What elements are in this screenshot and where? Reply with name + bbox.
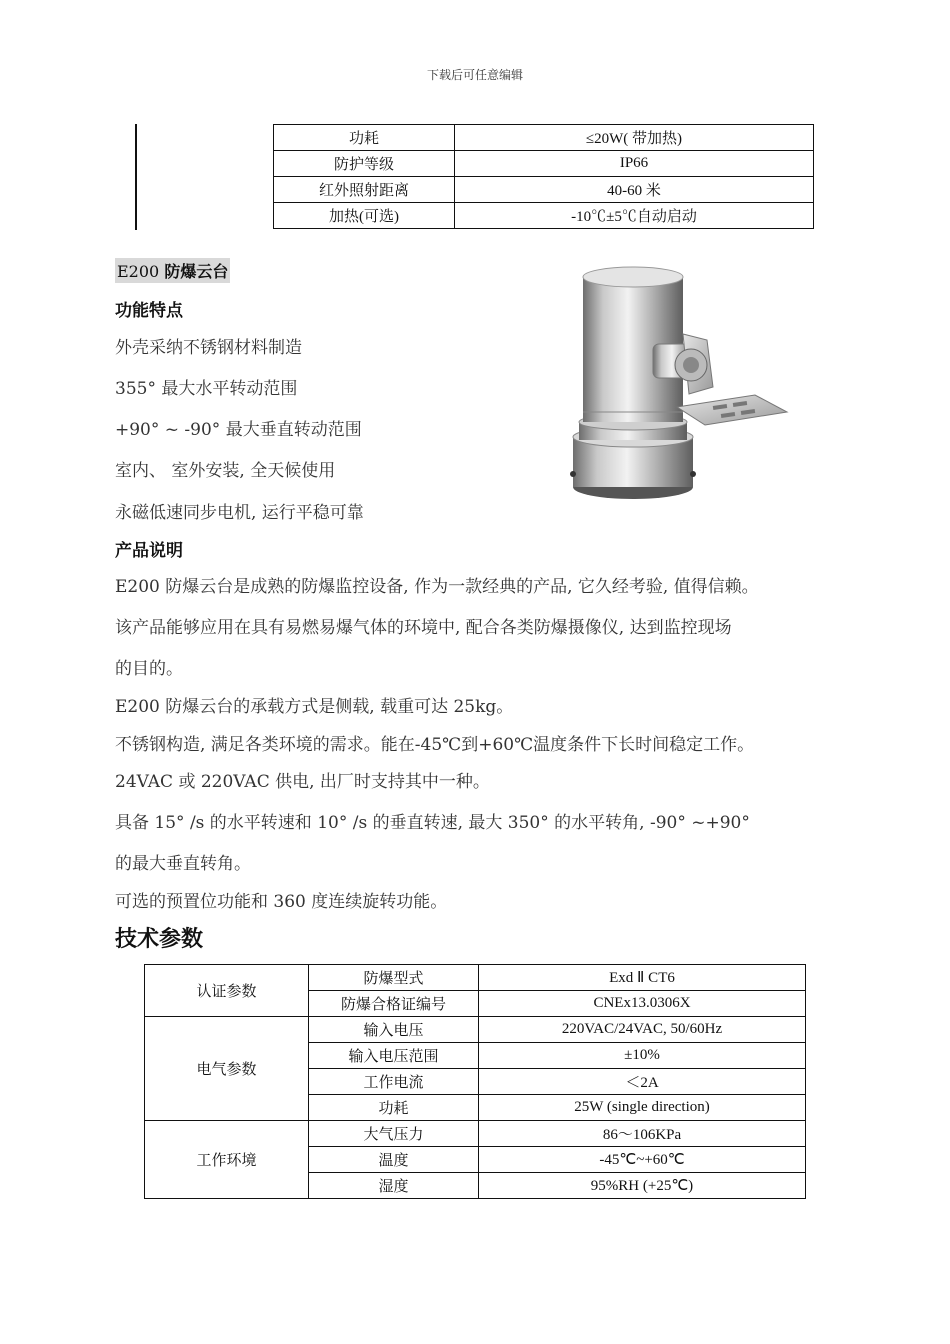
spec-label: 红外照射距离 <box>274 177 455 203</box>
param-name: 防爆型式 <box>309 965 479 991</box>
table-row <box>274 203 814 229</box>
param-name: 输入电压 <box>309 1017 479 1043</box>
feature-item: +90° ~ -90° 最大垂直转动范围 <box>115 420 362 440</box>
product-title <box>115 258 230 283</box>
margin-rule <box>135 124 137 230</box>
spec-value: -10℃±5℃自动启动 <box>455 203 814 229</box>
description-line: E200 防爆云台是成熟的防爆监控设备, 作为一款经典的产品, 它久经考验, 值得信赖。 <box>115 577 759 597</box>
group-label: 工作环境 <box>145 1121 309 1199</box>
features-heading: 功能特点 <box>115 301 183 321</box>
tech-spec-table <box>144 964 806 1199</box>
param-name: 温度 <box>309 1147 479 1173</box>
description-line: 不锈钢构造, 满足各类环境的需求。能在-45℃到+60℃温度条件下长时间稳定工作。 <box>115 735 755 755</box>
description-line: 具备 15° /s 的水平转速和 10° /s 的垂直转速, 最大 350° 的水平转角, -90° ~+90° <box>115 813 750 833</box>
table-row <box>274 177 814 203</box>
description-line: 的最大垂直转角。 <box>115 854 251 874</box>
top-spec-table <box>273 124 814 229</box>
param-value: Exd Ⅱ CT6 <box>479 965 806 991</box>
table-row <box>274 151 814 177</box>
description-heading: 产品说明 <box>115 541 183 561</box>
param-name: 功耗 <box>309 1095 479 1121</box>
param-name: 湿度 <box>309 1173 479 1199</box>
spec-value: 40-60 米 <box>455 177 814 203</box>
pan-tilt-photo <box>565 262 790 507</box>
table-row <box>145 1121 806 1147</box>
param-value: ±10% <box>479 1043 806 1069</box>
feature-item: 永磁低速同步电机, 运行平稳可靠 <box>115 503 364 523</box>
product-name: 防爆云台 <box>164 262 229 281</box>
param-name: 工作电流 <box>309 1069 479 1095</box>
description-line: E200 防爆云台的承载方式是侧载, 载重可达 25kg。 <box>115 697 514 717</box>
param-value: -45℃~+60℃ <box>479 1147 806 1173</box>
param-name: 防爆合格证编号 <box>309 991 479 1017</box>
table-row <box>145 1017 806 1043</box>
feature-item: 外壳采纳不锈钢材料制造 <box>115 338 302 358</box>
description-line: 的目的。 <box>115 659 183 679</box>
spec-label: 功耗 <box>274 125 455 151</box>
param-value: CNEx13.0306X <box>479 991 806 1017</box>
description-line: 该产品能够应用在具有易燃易爆气体的环境中, 配合各类防爆摄像仪, 达到监控现场 <box>115 618 732 638</box>
spec-value: IP66 <box>455 151 814 177</box>
page-header: 下载后可任意编辑 <box>426 68 523 82</box>
group-label: 电气参数 <box>145 1017 309 1121</box>
table-row <box>145 965 806 991</box>
param-value: ＜2A <box>479 1069 806 1095</box>
param-value: 220VAC/24VAC, 50/60Hz <box>479 1017 806 1043</box>
tech-params-heading: 技术参数 <box>115 927 204 952</box>
spec-label: 加热(可选) <box>274 203 455 229</box>
spec-value: ≤20W( 带加热) <box>455 125 814 151</box>
group-label: 认证参数 <box>145 965 309 1017</box>
description-line: 24VAC 或 220VAC 供电, 出厂时支持其中一种。 <box>115 772 490 792</box>
param-value: 86～106KPa <box>479 1121 806 1147</box>
param-name: 输入电压范围 <box>309 1043 479 1069</box>
description-line: 可选的预置位功能和 360 度连续旋转功能。 <box>115 892 448 912</box>
feature-item: 室内、 室外安装, 全天候使用 <box>115 461 336 481</box>
param-name: 大气压力 <box>309 1121 479 1147</box>
table-row <box>274 125 814 151</box>
spec-label: 防护等级 <box>274 151 455 177</box>
product-model: E200 <box>117 262 160 281</box>
param-value: 95%RH (+25℃) <box>479 1173 806 1199</box>
feature-item: 355° 最大水平转动范围 <box>115 379 298 399</box>
param-value: 25W (single direction) <box>479 1095 806 1121</box>
